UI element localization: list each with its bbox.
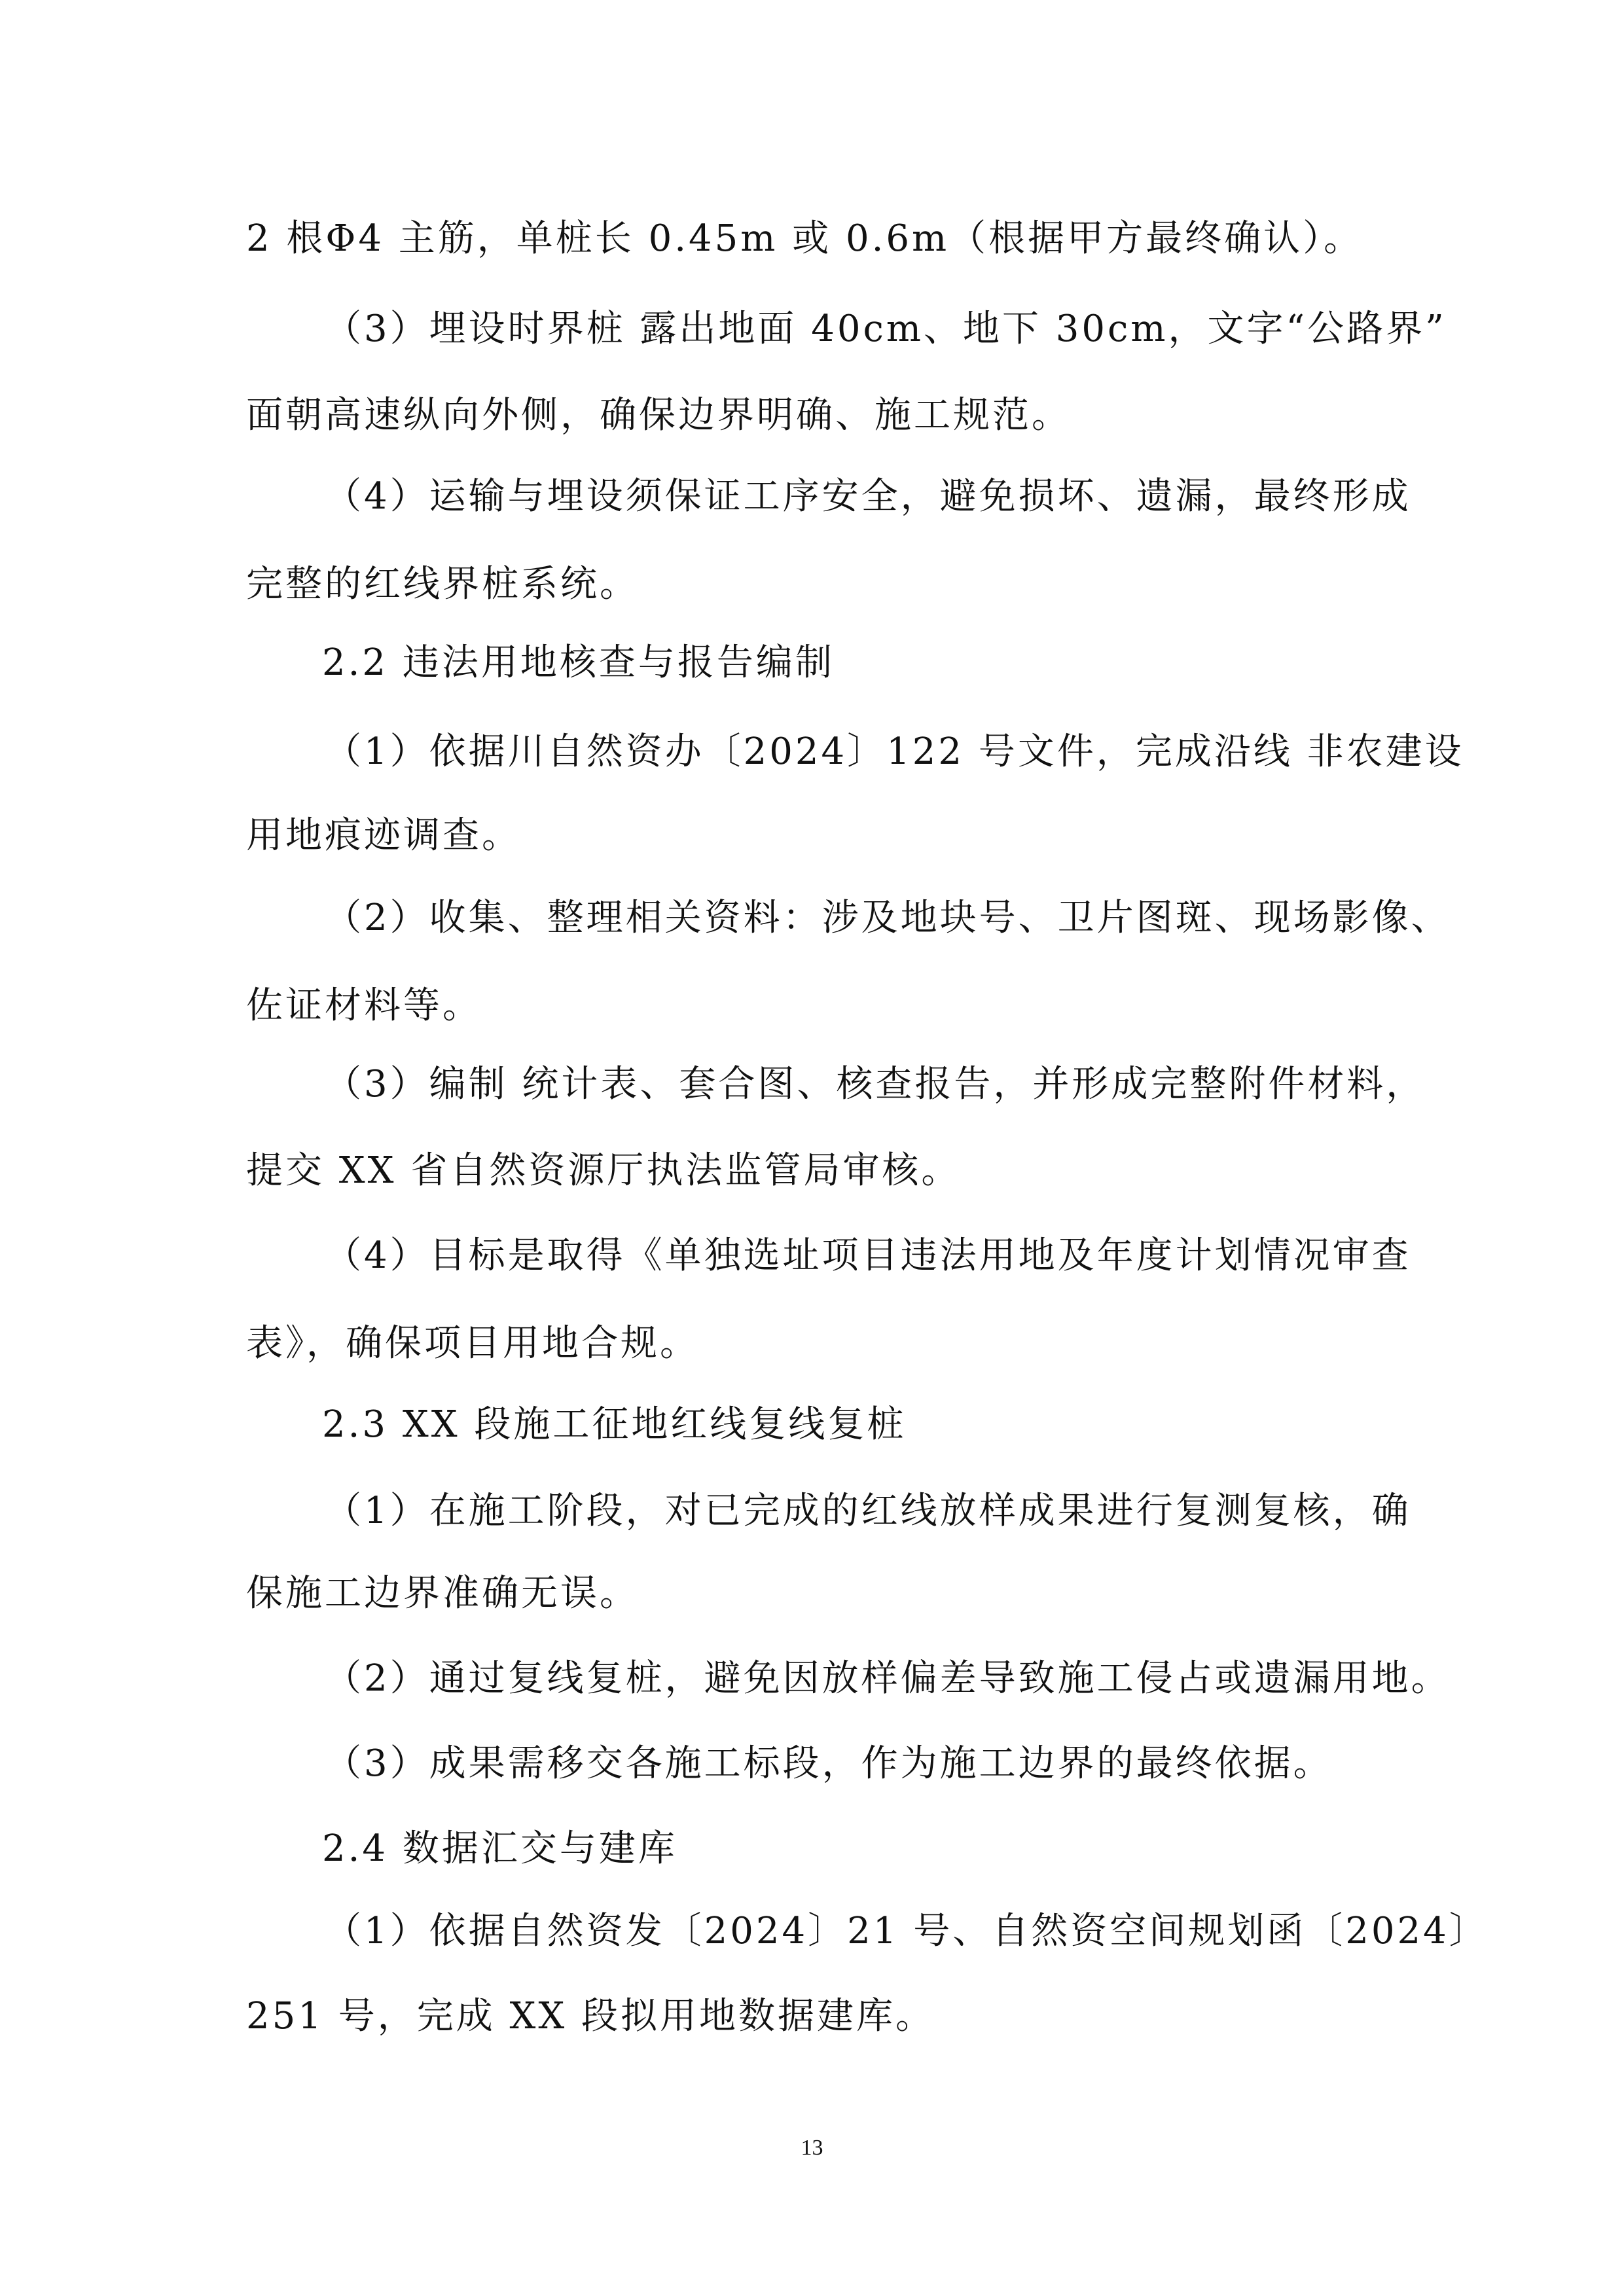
paragraph-2-2-2-line-1: （2）收集、整理相关资料：涉及地块号、卫片图斑、现场影像、 <box>325 897 1451 939</box>
paragraph-2-3-1-line-2: 保施工边界准确无误。 <box>246 1572 639 1615</box>
text-line: 2 根Φ4 主筋，单桩长 0.45m 或 0.6m（根据甲方最终确认）。 <box>246 217 1363 260</box>
paragraph-2-3-1-line-1: （1）在施工阶段，对已完成的红线放样成果进行复测复核，确 <box>325 1490 1411 1532</box>
paragraph-2-3-3: （3）成果需移交各施工标段，作为施工边界的最终依据。 <box>325 1742 1333 1785</box>
paragraph-4-line-1: （4）运输与埋设须保证工序安全，避免损坏、遗漏，最终形成 <box>325 475 1411 518</box>
section-heading-2-3: 2.3 XX 段施工征地红线复线复桩 <box>322 1403 907 1446</box>
paragraph-3-line-1: （3）埋设时界桩 露出地面 40cm、地下 30cm，文字“公路界” <box>325 308 1447 350</box>
paragraph-2-2-4-line-1: （4）目标是取得《单独选址项目违法用地及年度计划情况审查 <box>325 1234 1411 1277</box>
paragraph-2-4-1-line-1: （1）依据自然资发〔2024〕21 号、自然资空间规划函〔2024〕 <box>325 1910 1489 1952</box>
paragraph-2-2-1-line-1: （1）依据川自然资办〔2024〕122 号文件，完成沿线 非农建设 <box>325 730 1464 773</box>
paragraph-2-2-1-line-2: 用地痕迹调查。 <box>246 814 521 857</box>
page-number: 13 <box>801 2136 823 2160</box>
paragraph-3-line-2: 面朝高速纵向外侧，确保边界明确、施工规范。 <box>246 394 1071 437</box>
section-heading-2-4: 2.4 数据汇交与建库 <box>322 1827 677 1870</box>
paragraph-2-2-2-line-2: 佐证材料等。 <box>246 984 482 1027</box>
paragraph-2-3-2: （2）通过复线复桩，避免因放样偏差导致施工侵占或遗漏用地。 <box>325 1657 1451 1700</box>
paragraph-2-2-4-line-2: 表》，确保项目用地合规。 <box>246 1322 699 1365</box>
paragraph-2-4-1-line-2: 251 号，完成 XX 段拟用地数据建库。 <box>246 1995 935 2037</box>
paragraph-2-2-3-line-2: 提交 XX 省自然资源厅执法监管局审核。 <box>246 1149 961 1192</box>
paragraph-4-line-2: 完整的红线界桩系统。 <box>246 563 639 605</box>
paragraph-2-2-3-line-1: （3）编制 统计表、套合图、核查报告，并形成完整附件材料， <box>325 1063 1426 1105</box>
section-heading-2-2: 2.2 违法用地核查与报告编制 <box>322 641 835 684</box>
